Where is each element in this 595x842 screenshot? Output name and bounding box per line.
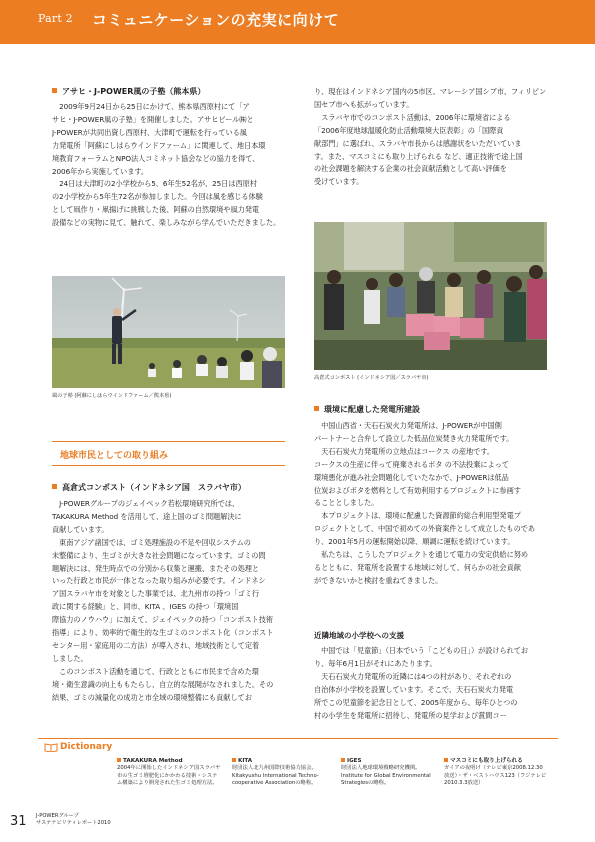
dictionary-item-media: [444, 758, 552, 787]
text-line: 東南アジア諸国では、ゴミ処理施設の不足や回収システムの: [52, 537, 251, 547]
text-line: 国セブ市へも拡がっています。: [314, 99, 414, 109]
section-bullet: [314, 406, 319, 411]
text-line: 政に関する経験」と、同市、KITA 、IGES の持つ「環境国: [52, 602, 239, 612]
dictionary-item-kita: [232, 758, 337, 787]
section-title-takakura-compost: [52, 482, 246, 493]
text-line: ができないかと検討を重ねてきました。: [314, 575, 443, 585]
page-title: コミュニケーションの充実に向けて: [92, 11, 340, 29]
dictionary-term: マスコミにも取り上げられる: [450, 758, 523, 764]
text-line: り、2001年5月の運転開始以降、順調に運転を続けています。: [314, 537, 515, 547]
text-line: センター用・家庭用の二方法）が導入され、地域技術として定着: [52, 640, 260, 650]
page-header-band: [0, 0, 595, 42]
section-title-kaze-no-ko: [52, 86, 205, 97]
text-line: コークスの生産に伴って廃棄されるボタ の不法投棄によって: [314, 459, 509, 469]
dictionary-desc-line: 市の生ゴミ堆肥化にかかわる技術・システ: [117, 772, 218, 779]
header-rule: [0, 42, 595, 44]
dictionary-term: KITA: [238, 758, 253, 764]
text-line: の2小学校から5年生72名が参加しました。今回は風を感じる体験: [52, 192, 263, 202]
dictionary-desc-line: 財団法人北九州国際技術協力協会。: [232, 765, 317, 772]
text-line: TAKAKURA Method を活用して、途上国のゴミ問題解決に: [52, 511, 242, 521]
section-title-text: アサヒ・J-POWER風の子塾（熊本県）: [62, 87, 206, 96]
dictionary-bullet: [341, 758, 345, 762]
dictionary-desc-line: ガイアの夜明け（テレビ東京2008.12.30: [444, 765, 543, 772]
dictionary-desc-line: ム構築により開発された生ゴミ処理方法。: [117, 779, 218, 786]
school-support-body: [314, 645, 547, 722]
footer-report-line: サステナビリティレポート2010: [36, 820, 111, 826]
text-line: 自治体が小学校を設置しています。そこで、天石石炭火力発電: [314, 684, 514, 694]
text-line: 境教育フォーラムとNPO法人コミネット協会などの協力を得て、: [52, 153, 260, 163]
text-line: 天石石炭火力発電所の立地点はコークス の産地です。: [314, 446, 495, 456]
dictionary-bullet: [444, 758, 448, 762]
dictionary-label: Dictionary: [60, 742, 113, 752]
dictionary-bullet: [232, 758, 236, 762]
dictionary-desc-line: Institute for Global Environmental: [341, 772, 431, 779]
page-number: 31: [10, 814, 27, 829]
text-line: るとともに、発電所を設置する地域に対して、何らかの社会貢献: [314, 562, 521, 572]
section-title-text: 環境に配慮した発電所建設: [324, 405, 420, 414]
photo2-caption: 高倉式コンポスト (インドネシア国／スラバヤ市): [314, 375, 429, 381]
text-line: 献部門」に選ばれ、スラバヤ市長からは感謝状をいただいていま: [314, 138, 522, 148]
text-line: しました。: [52, 653, 88, 663]
text-line: 貢献しています。: [52, 524, 109, 534]
text-line: り、毎年6月1日がそれにあたります。: [314, 658, 437, 668]
takakura-compost-body: [52, 498, 285, 705]
part-label: Part 2: [38, 12, 73, 25]
text-line: り、現在はインドネシア国内の5市区、マレーシア国シブ市、フィリピン: [314, 87, 547, 96]
footer-org-line: J-POWERグループ: [36, 813, 79, 819]
dictionary-rule: [38, 738, 558, 739]
dictionary-bullet: [117, 758, 121, 762]
dictionary-item-takakura: [117, 758, 229, 787]
text-line: ロジェクトとして、中国で初めての外資案件として成立したものであ: [314, 524, 535, 534]
text-line: 結果、ゴミの減量化の成功と市全域の環境整備にも貢献してお: [52, 692, 252, 702]
dictionary-desc-line: 2010.3.3放送）: [444, 779, 484, 786]
subsection-title-school-support: 近隣地域の小学校への支援: [314, 631, 404, 640]
text-line: 受けています。: [314, 177, 364, 187]
text-line: 天石石炭火力発電所の近隣には4つの村があり、それぞれの: [314, 671, 512, 681]
dictionary-item-iges: [341, 758, 441, 787]
dictionary-desc-line: 放送）・ザ・ベストハウス123（フジテレビ: [444, 772, 547, 779]
text-line: 境・衛生意識の向上ももたらし、自立的な展開がなされました。その: [52, 679, 274, 689]
text-line: パートナーと合弁して設立した低品位炭焚き火力発電所です。: [314, 433, 514, 443]
book-icon: [44, 742, 58, 752]
text-line: スラバヤ市でのコンポスト活動は、2006年に環境省による: [314, 112, 511, 122]
dictionary-term: TAKAKURA Method: [123, 758, 183, 764]
photo-wind-farm-kite-event: [52, 276, 285, 388]
text-line: 際協力のノウハウ」に加えて、ジェイペックの持つ「コンポスト技術: [52, 615, 273, 625]
global-citizen-heading-box: [52, 441, 285, 466]
text-line: 本プロジェクトは、環境に配慮した資源節約総合利用型発電プ: [314, 511, 521, 521]
text-line: 中国では「児童節」（日本でいう「こどもの日」）が設けられてお: [314, 646, 529, 655]
text-line: 私たちは、こうしたプロジェクトを通じて電力の安定供給に努め: [314, 550, 528, 560]
kaze-no-ko-body: [52, 101, 285, 230]
text-line: J-POWERが共同出資し西原村、大津町で運転を行っている風: [52, 127, 247, 137]
dictionary-desc-line: 2004年に開始したインドネシア国スラバヤ: [117, 765, 221, 772]
compost-continued-body: [314, 86, 547, 189]
text-line: いった行政と市民が一体となった取り組みが必要です。インドネシ: [52, 576, 266, 586]
power-plant-body: [314, 420, 547, 588]
global-citizen-heading: 地球市民としての取り組み: [60, 451, 169, 461]
section-title-text: 高倉式コンポスト（インドネシア国 スラバヤ市）: [62, 483, 246, 492]
section-bullet: [52, 484, 57, 489]
text-line: サヒ・J-POWER風の子塾」を開催しました。アサヒビール㈱と: [52, 114, 254, 124]
text-line: このコンポスト活動を通じて、行政とともに市民まで含めた環: [52, 666, 259, 676]
section-bullet: [52, 88, 57, 93]
text-line: の社会課題を解決する企業の社会貢献活動として高い評価を: [314, 164, 507, 174]
text-line: 2009年9月24日から25日にかけて、熊本県西原村にて「ア: [52, 102, 250, 111]
text-line: 24日は大津町の2小学校から5、6年生52名が、25日は西原村: [52, 179, 257, 189]
text-line: 指導」により、効率的で衛生的な生ゴミのコンポスト化（コンポスト: [52, 628, 274, 638]
dictionary-desc-line: Strategiesの略称。: [341, 779, 390, 786]
dictionary-desc-line: 財団法人地球環境戦略研究機関。: [341, 765, 421, 772]
text-line: 力発電所「阿蘇にしはらウインドファーム」に関連して、地日本環: [52, 140, 266, 150]
dictionary-desc-line: cooperative Associationの略称。: [232, 779, 317, 786]
footer-publication: [36, 813, 111, 827]
text-line: 未整備により、生ゴミが大きな社会問題になっています。ゴミの問: [52, 550, 266, 560]
text-line: 「2006年度地球温暖化防止活動環境大臣表彰」の「国際貢: [314, 125, 504, 135]
section-title-power-plant: [314, 404, 420, 415]
text-line: 環境悪化が進み社会問題化していたなかで、J-POWERは低品: [314, 472, 509, 482]
dictionary-desc-line: Kitakyushu International Techno-: [232, 772, 319, 779]
photo-takakura-compost-surabaya: [314, 222, 547, 370]
text-line: 村の小学生を発電所に招待し、発電所の見学および賞間コー: [314, 710, 507, 720]
text-line: 位炭およびボタを燃料として有効利用するプロジェクトに参画す: [314, 485, 521, 495]
text-line: ア国スラバヤ市を対象とした事業では、北九州市の持つ「ゴミ行: [52, 589, 259, 599]
text-line: として凧作り・凧揚げに挑戦した後、阿蘇の自然環境や風力発電: [52, 205, 259, 215]
text-line: 題解決には、発生時点での分別から収集と運搬、またその処理と: [52, 563, 259, 573]
text-line: す。また、マスコミにも取り上げられる など、適正技術で途上国: [314, 151, 523, 161]
text-line: 中国山西省・天石石炭火力発電所は、J-POWERが中国側: [314, 421, 502, 430]
photo1-caption: 風の子塾 (阿蘇にしはらウインドファーム／熊本県): [52, 393, 172, 399]
text-line: ることとしました。: [314, 498, 379, 508]
dictionary-term: IGES: [347, 758, 362, 764]
text-line: 2006年から実施しています。: [52, 166, 149, 176]
text-line: 所でこの児童節を記念日として、2005年度から、毎年ひとつの: [314, 697, 518, 707]
text-line: J-POWERグループのジェイペック若松環境研究所では、: [52, 499, 240, 508]
text-line: 設備などの実物に見て、触れて、楽しみながら学んでいただきました。: [52, 218, 281, 228]
